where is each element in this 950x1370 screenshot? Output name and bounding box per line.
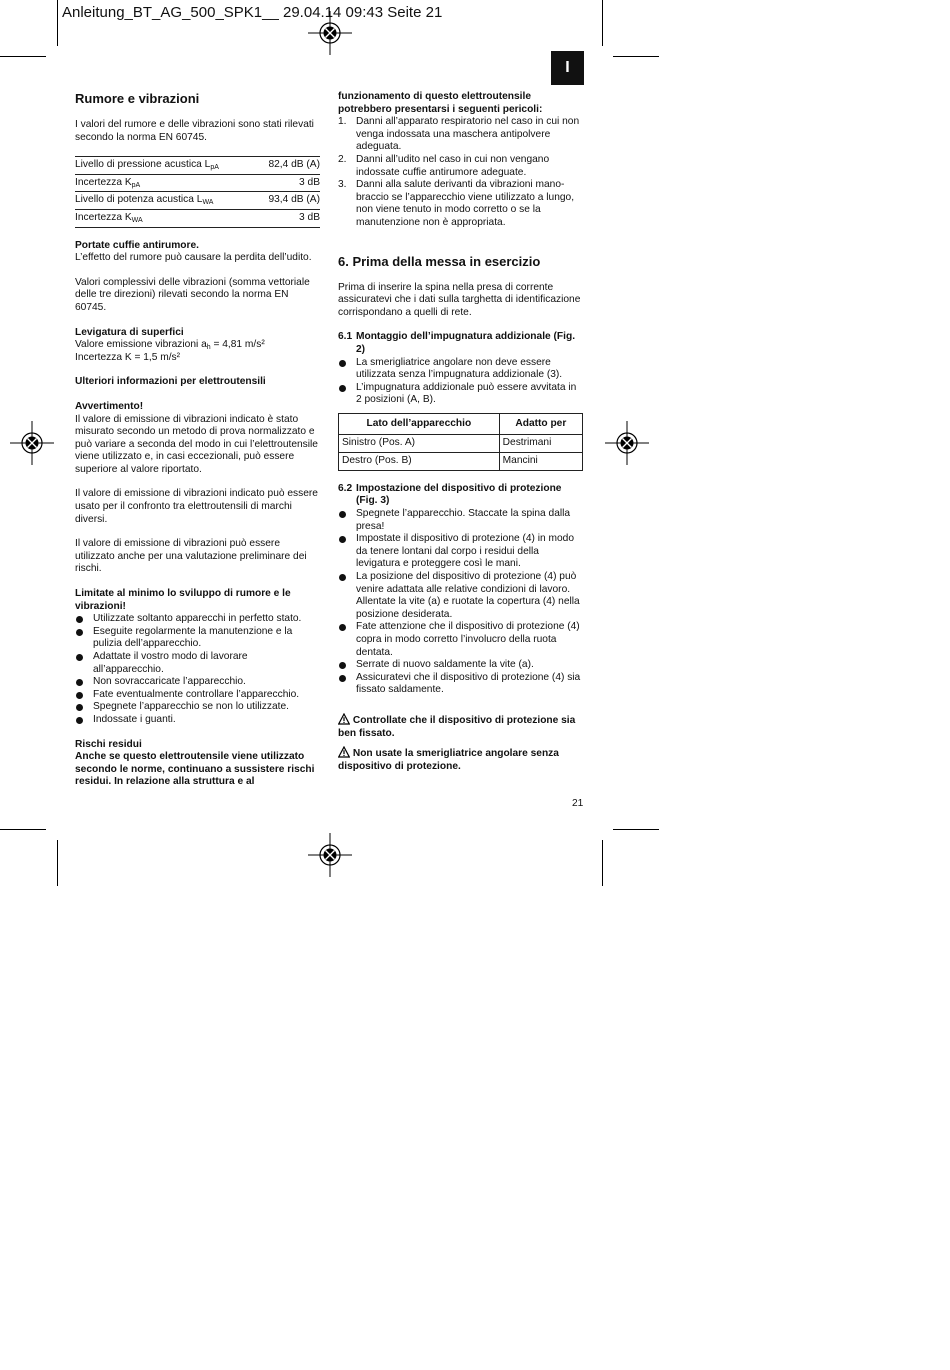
registration-mark-icon: [308, 833, 352, 877]
subsection-title: 6.1 Montaggio dell’impugnatura addizionale (Fig. 2): [338, 331, 576, 355]
ear-protection-text: L’effetto del rumore può causare la perdita dell’udito.: [75, 252, 312, 264]
handle-side-table: [338, 413, 583, 471]
table-row: [75, 192, 320, 210]
table-header: Lato dell’apparecchio: [339, 413, 500, 434]
list-item: Assicuratevi che il dispositivo di protezione (4) sia fissato saldamente.: [338, 672, 584, 697]
table-row: [339, 434, 583, 452]
language-tab: I: [551, 51, 584, 85]
further-info-title: Ulteriori informazioni per elettroutensili: [75, 376, 266, 388]
page-number: 21: [572, 798, 584, 809]
table-row: [339, 452, 583, 470]
list-item: Serrate di nuovo saldamente la vite (a).: [338, 659, 584, 672]
list-item: Fate attenzione che il dispositivo di protezione (4) copra in modo corretto l’involucro della ruota dentata.: [338, 621, 584, 659]
bullet-icon: [339, 675, 346, 682]
list-item: Spegnete l’apparecchio se non lo utilizzate.: [75, 701, 320, 714]
table-header-row: [339, 413, 583, 434]
crop-mark: [57, 840, 58, 886]
warning-triangle-icon: [338, 713, 350, 725]
warning-paragraph: Il valore di emissione di vibrazioni può essere utilizzato anche per una valutazione preliminare dei rischi.: [75, 538, 307, 575]
noise-intro: I valori del rumore e delle vibrazioni sono stati rilevati secondo la norma EN 60745.: [75, 119, 314, 143]
spec-label: Livello di potenza acustica $L_{WA}$: [75, 192, 255, 210]
table-cell: Sinistro (Pos. A): [339, 434, 500, 452]
section-title-commissioning: 6. Prima della messa in esercizio: [338, 253, 541, 269]
bullet-icon: [76, 692, 83, 699]
table-cell: Mancini: [499, 452, 582, 470]
bullet-icon: [339, 624, 346, 631]
crop-mark: [0, 829, 46, 830]
sanding-title: Levigatura di superfici: [75, 326, 184, 338]
vibration-total-text: Valori complessivi delle vibrazioni (somma vettoriale delle tre direzioni) rilevati secondo la norma EN 60745.: [75, 276, 310, 313]
table-row: [75, 157, 320, 175]
limit-title: Limitate al minimo lo sviluppo di rumore e le vibrazioni!: [75, 588, 291, 612]
list-item: Adattate il vostro modo di lavorare all’apparecchio.: [75, 651, 320, 676]
spec-label: Incertezza $K_{pA}$: [75, 174, 255, 192]
bullet-icon: [76, 654, 83, 661]
bullet-icon: [76, 679, 83, 686]
table-header: Adatto per: [499, 413, 582, 434]
warning-paragraph: Il valore di emissione di vibrazioni indicato può essere usato per il confronto tra elettroutensili di marchi diversi.: [75, 488, 318, 525]
dangers-intro: funzionamento di questo elettroutensile potrebbero presentarsi i seguenti pericoli:: [338, 91, 543, 115]
sanding-uncertainty: Incertezza K = 1,5 m/s²: [75, 351, 181, 363]
list-item: Eseguite regolarmente la manutenzione e la pulizia dell’apparecchio.: [75, 626, 320, 651]
list-item: La smerigliatrice angolare non deve essere utilizzata senza l’impugnatura addizionale (3).: [338, 357, 584, 382]
registration-mark-icon: [308, 11, 352, 55]
spec-label: Incertezza $K_{WA}$: [75, 209, 255, 227]
crop-mark: [613, 829, 659, 830]
bullet-icon: [76, 616, 83, 623]
crop-mark: [613, 56, 659, 57]
list-item: La posizione del dispositivo di protezione (4) può venire adattata alle relative condizioni di lavoro. Allentate la vite (a) e ruotate la copertura (4) nella posizione desiderata.: [338, 571, 584, 621]
dangers-list: [338, 116, 584, 229]
section-title-noise: Rumore e vibrazioni: [75, 91, 200, 106]
bullet-icon: [76, 717, 83, 724]
crop-mark: [0, 56, 46, 57]
registration-mark-icon: [10, 421, 54, 465]
list-item: Utilizzate soltanto apparecchi in perfetto stato.: [75, 613, 320, 626]
spec-value: 82,4 dB (A): [255, 157, 320, 175]
spec-value: 3 dB: [255, 174, 320, 192]
print-header: Anleitung_BT_AG_500_SPK1__ 29.04.14 09:43 Seite 21: [62, 4, 443, 21]
sanding-vibration-value: Valore emissione vibrazioni $a_h = 4,81$ m/s²: [75, 339, 265, 352]
table-row: [75, 209, 320, 227]
registration-mark-icon: [605, 421, 649, 465]
list-item: Spegnete l’apparecchio. Staccate la spina dalla presa!: [338, 508, 584, 533]
list-item: Impostate il dispositivo di protezione (4) in modo da tenere lontani dal corpo i residui della levigatura e proteggere così le mani.: [338, 533, 584, 571]
guard-list: [338, 508, 584, 697]
bullet-icon: [339, 662, 346, 669]
limit-list: [75, 613, 320, 726]
bullet-icon: [76, 629, 83, 636]
table-cell: Destro (Pos. B): [339, 452, 500, 470]
table-cell: Destrimani: [499, 434, 582, 452]
spec-label: Livello di pressione acustica $L_{pA}$: [75, 157, 255, 175]
table-row: [75, 174, 320, 192]
warning-note: Non usate la smerigliatrice angolare senza dispositivo di protezione.: [338, 748, 559, 772]
handle-list: [338, 357, 584, 407]
warning-title: Avvertimento!: [75, 400, 144, 412]
list-item: Fate eventualmente controllare l’apparecchio.: [75, 689, 320, 702]
crop-mark: [57, 0, 58, 46]
residual-risks-title: Rischi residui: [75, 738, 142, 750]
list-item: Indossate i guanti.: [75, 714, 320, 727]
list-item: 3. Danni alla salute derivanti da vibrazioni mano-braccio se l’apparecchio viene utilizzato a lungo, non viene tenuto in modo corretto o se la manutenzione non è appropriata.: [338, 179, 575, 228]
crop-mark: [602, 840, 603, 886]
spec-value: 3 dB: [255, 209, 320, 227]
crop-mark: [602, 0, 603, 46]
noise-spec-table: [75, 156, 320, 227]
list-item: 2. Danni all’udito nel caso in cui non vengano indossate cuffie antirumore adeguate.: [338, 153, 550, 178]
warning-triangle-icon: [338, 746, 350, 758]
warning-paragraph: Il valore di emissione di vibrazioni indicato è stato misurato secondo un metodo di prova normalizzato e può variare a seconda del modo in cui l’elettroutensile viene utilizzato e, in casi eccezionali, può essere superiore al valore riportato.: [75, 413, 318, 475]
spec-value: 93,4 dB (A): [255, 192, 320, 210]
right-column: [338, 91, 584, 773]
subsection-title: 6.2 Impostazione del dispositivo di protezione (Fig. 3): [338, 482, 562, 507]
list-item: 1. Danni all’apparato respiratorio nel caso in cui non venga indossata una maschera antipolvere adeguata.: [338, 116, 580, 153]
bullet-icon: [339, 360, 346, 367]
bullet-icon: [339, 385, 346, 392]
bullet-icon: [76, 704, 83, 711]
residual-risks-text: Anche se questo elettroutensile viene utilizzato secondo le norme, continuano a sussistere rischi residui. In relazione alla struttura e al: [75, 751, 315, 788]
warning-note: Controllate che il dispositivo di protezione sia ben fissato.: [338, 714, 576, 739]
bullet-icon: [339, 511, 346, 518]
ear-protection-title: Portate cuffie antirumore.: [75, 239, 199, 251]
left-column: [75, 91, 320, 789]
list-item: Non sovraccaricate l’apparecchio.: [75, 676, 320, 689]
list-item: L’impugnatura addizionale può essere avvitata in 2 posizioni (A, B).: [338, 382, 584, 407]
commissioning-intro: Prima di inserire la spina nella presa di corrente assicuratevi che i dati sulla targhetta di identificazione corrispondano a quelli di rete.: [338, 281, 581, 318]
bullet-icon: [339, 574, 346, 581]
bullet-icon: [339, 536, 346, 543]
